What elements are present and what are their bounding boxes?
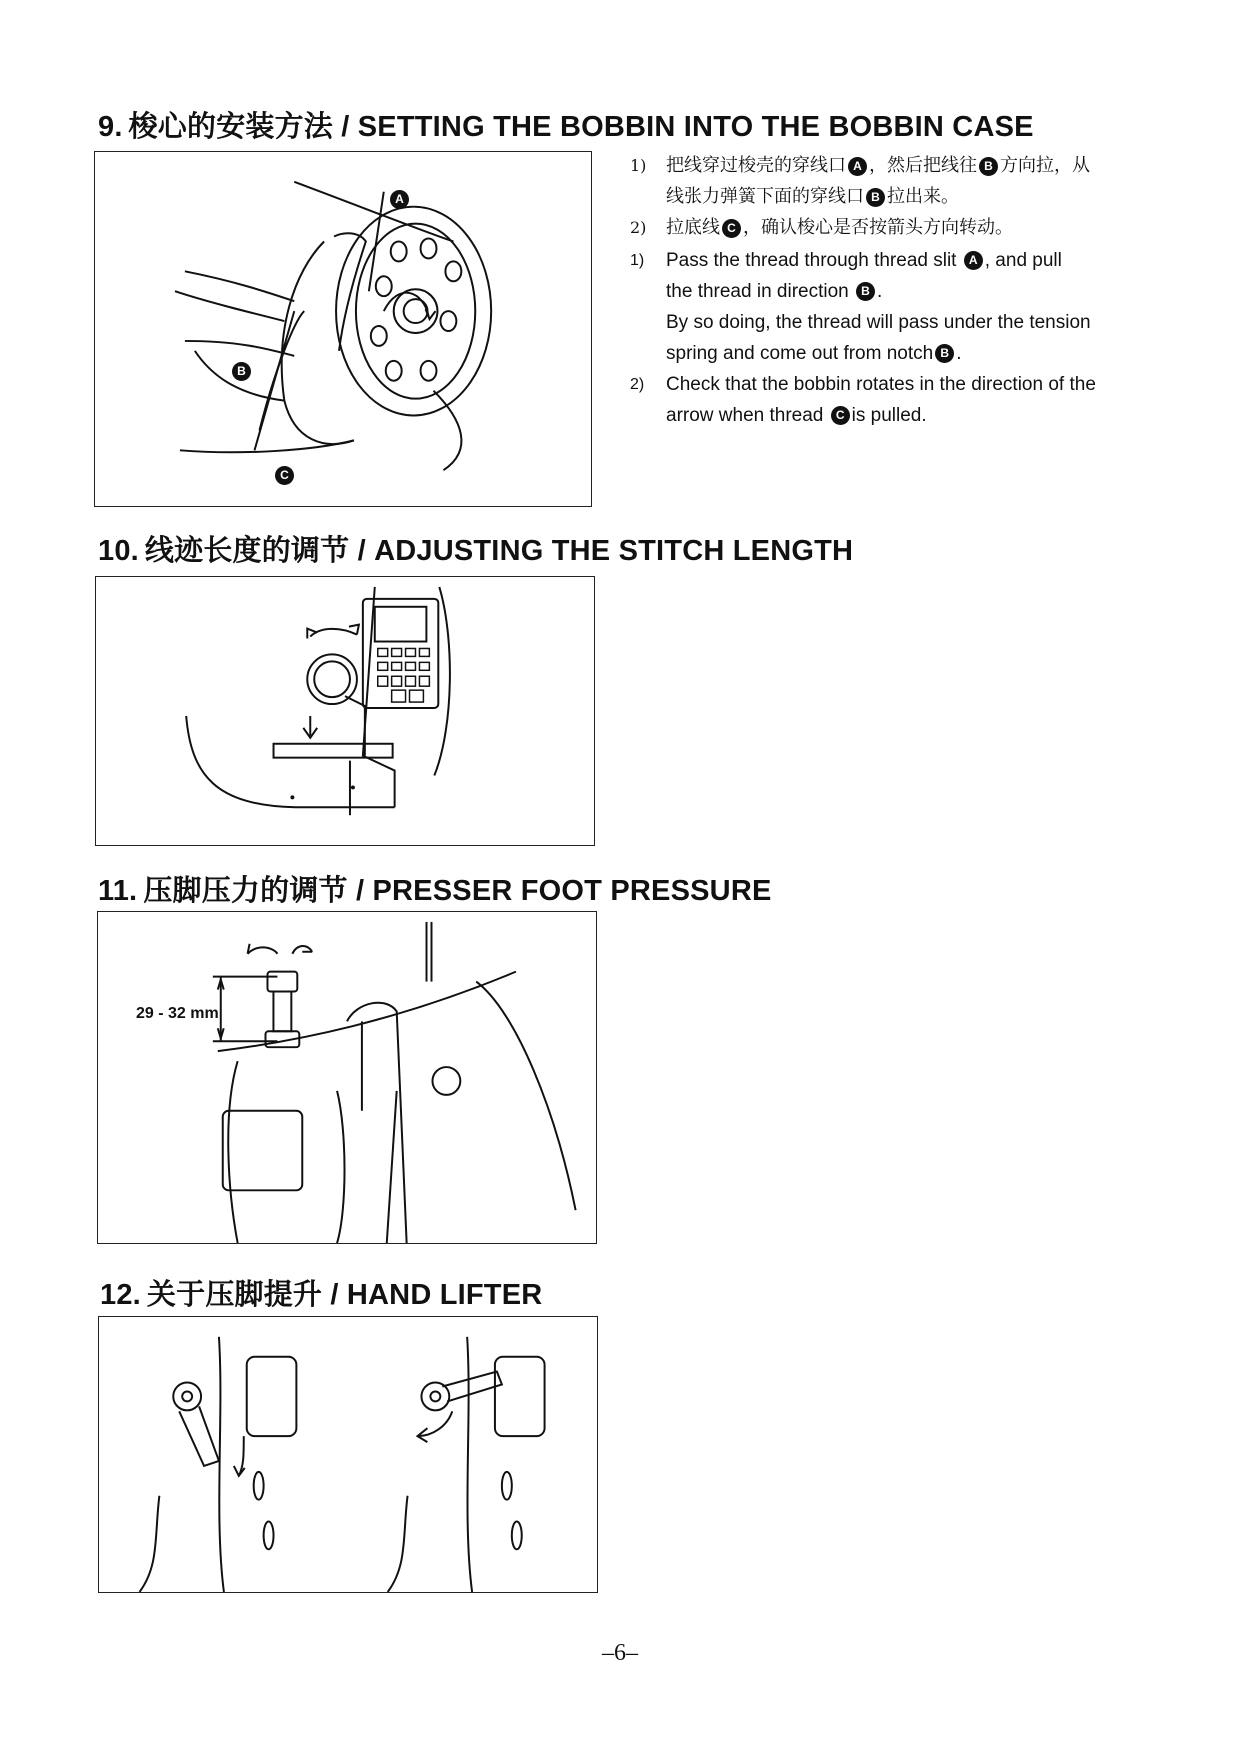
marker-a-icon: A bbox=[964, 251, 983, 270]
section-title: 线迹长度的调节 / ADJUSTING THE STITCH LENGTH bbox=[144, 535, 854, 567]
en-step-2: 2) Check that the bobbin rotates in the direction of the arrow when thread C is pulled. bbox=[630, 374, 1096, 426]
section-number: 10. bbox=[98, 535, 139, 567]
section-title: 梭心的安装方法 / SETTING THE BOBBIN INTO THE BOBBIN CASE bbox=[128, 111, 1034, 143]
stitch-dial-illustration bbox=[96, 577, 594, 845]
marker-a-icon: A bbox=[390, 190, 409, 209]
bobbin-figure bbox=[94, 151, 592, 507]
marker-b-icon: B bbox=[935, 344, 954, 363]
section-title: 关于压脚提升 / HAND LIFTER bbox=[146, 1279, 543, 1311]
cn-step-1: 1) 把线穿过梭壳的穿线口 A ，然后把线往 B 方向拉，从 线张力弹簧下面的穿线口 B 拉出来。 bbox=[630, 155, 1090, 207]
marker-c-icon: C bbox=[722, 219, 741, 238]
hand-lifter-figure bbox=[98, 1316, 598, 1593]
en-step-1: 1) Pass the thread through thread slit A , and pull the thread in direction B . By so doing, the thread will pass under the tension spring and come out from notch B . bbox=[630, 250, 1091, 364]
marker-c-icon: C bbox=[831, 406, 850, 425]
bobbin-instructions bbox=[630, 150, 1150, 431]
pressure-screw-illustration bbox=[98, 912, 596, 1243]
section-heading-presser-foot bbox=[98, 868, 772, 909]
section-heading-bobbin bbox=[98, 104, 1034, 145]
section-heading-hand-lifter bbox=[100, 1272, 542, 1313]
marker-b-icon: B bbox=[866, 188, 885, 207]
marker-b-icon: B bbox=[232, 362, 251, 381]
marker-b-icon: B bbox=[979, 157, 998, 176]
cn-step-2: 2) 拉底线 C ，确认梭心是否按箭头方向转动。 bbox=[630, 217, 1013, 238]
marker-c-icon: C bbox=[275, 466, 294, 485]
presser-foot-figure bbox=[97, 911, 597, 1244]
marker-a-icon: A bbox=[848, 157, 867, 176]
hand-lifter-illustration bbox=[99, 1317, 597, 1592]
stitch-length-figure bbox=[95, 576, 595, 846]
bobbin-case-illustration bbox=[95, 152, 591, 506]
page-number: –6– bbox=[602, 1640, 638, 1666]
section-number: 12. bbox=[100, 1279, 141, 1311]
section-title: 压脚压力的调节 / PRESSER FOOT PRESSURE bbox=[143, 875, 772, 907]
section-number: 11. bbox=[98, 875, 138, 907]
pressure-dimension-label: 29 - 32 mm bbox=[136, 1005, 219, 1022]
section-heading-stitch-length bbox=[98, 528, 853, 569]
marker-b-icon: B bbox=[856, 282, 875, 301]
section-number: 9. bbox=[98, 111, 123, 143]
